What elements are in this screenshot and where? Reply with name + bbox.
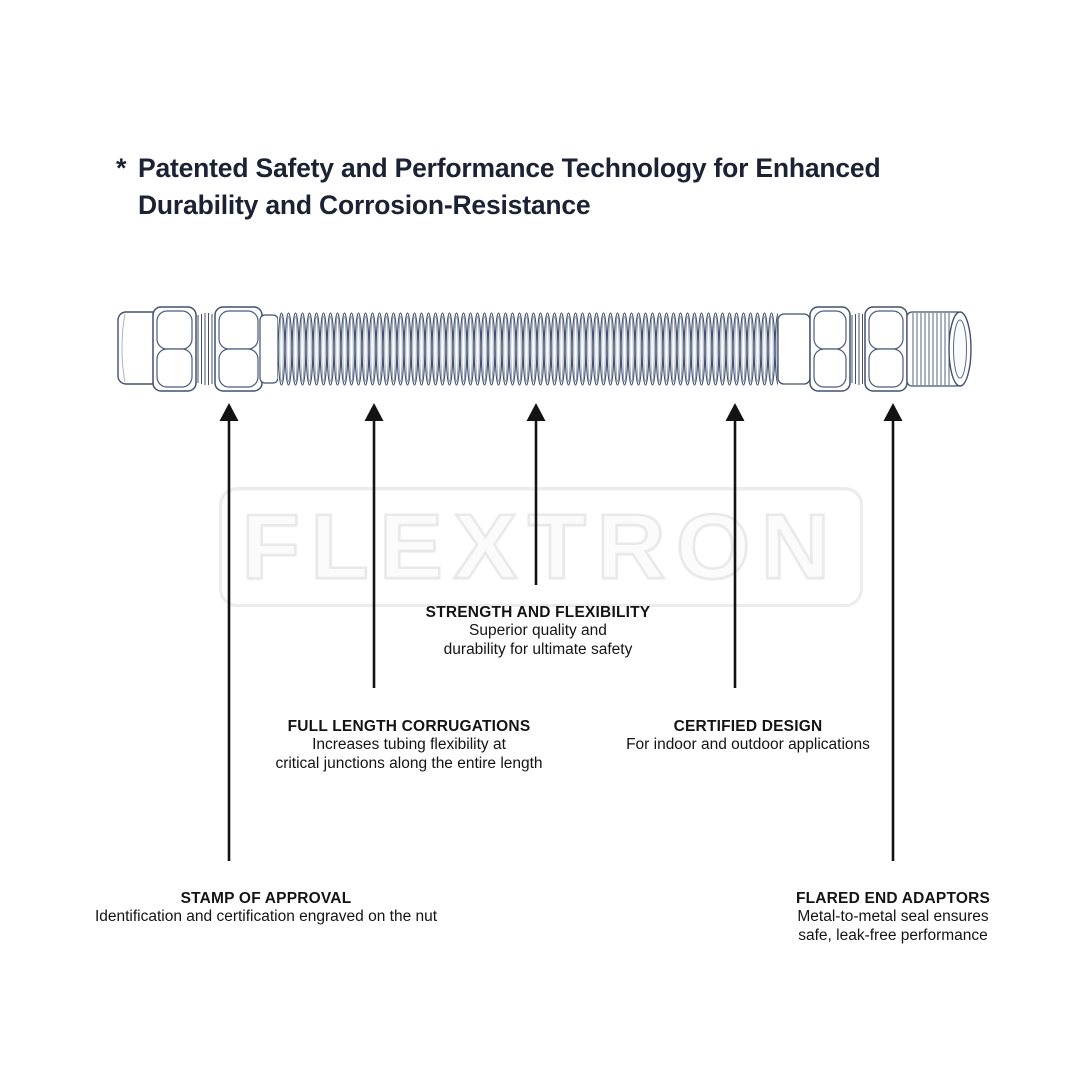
corrugated-tube (278, 312, 778, 386)
page-title (116, 150, 926, 224)
arrow-stamp-of-approval (220, 403, 239, 861)
footnote-asterisk: * (116, 153, 127, 183)
callout-text: Metal-to-metal seal ensures (797, 908, 989, 925)
right-hex-nut-1 (810, 307, 850, 391)
callout-heading: STRENGTH AND FLEXIBILITY (425, 604, 651, 621)
right-ridge-collar (852, 313, 863, 385)
callout-heading: FULL LENGTH CORRUGATIONS (287, 718, 531, 735)
callout-text: Identification and certification engraved on the nut (94, 908, 438, 925)
left-hex-nut-2 (215, 307, 262, 391)
arrow-flared-end-adaptors (884, 403, 903, 861)
title-line-1: Patented Safety and Performance Technology for Enhanced (138, 153, 881, 183)
callout-text: critical junctions along the entire length (275, 754, 543, 772)
callout-flared-end-adaptors (796, 889, 990, 945)
left-transition-collar (260, 315, 278, 383)
right-smooth-collar (778, 314, 810, 384)
callout-text: Increases tubing flexibility at (312, 736, 506, 753)
callout-text: safe, leak-free performance (798, 926, 988, 944)
callout-stamp-of-approval (95, 889, 437, 927)
threaded-male-end (907, 312, 971, 386)
gas-connector-hose-illustration (110, 302, 980, 396)
callout-heading: FLARED END ADAPTORS (795, 890, 991, 907)
callout-full-length-corrugations (275, 717, 542, 773)
flextron-watermark-logo (219, 487, 863, 607)
title-line-2: Durability and Corrosion-Resistance (138, 190, 591, 220)
watermark-text: FLEXTRON (241, 496, 841, 598)
right-hex-nut-2 (865, 307, 907, 391)
left-ridge-collar (198, 313, 212, 385)
callout-text: durability for ultimate safety (443, 640, 633, 658)
callout-certified-design (626, 717, 870, 755)
callout-text: Superior quality and (469, 622, 607, 639)
callout-text: For indoor and outdoor applications (626, 736, 870, 753)
left-hex-nut-1 (153, 307, 196, 391)
callout-heading: CERTIFIED DESIGN (673, 718, 823, 735)
callout-heading: STAMP OF APPROVAL (180, 890, 352, 907)
callout-strength-and-flexibility (426, 603, 651, 659)
